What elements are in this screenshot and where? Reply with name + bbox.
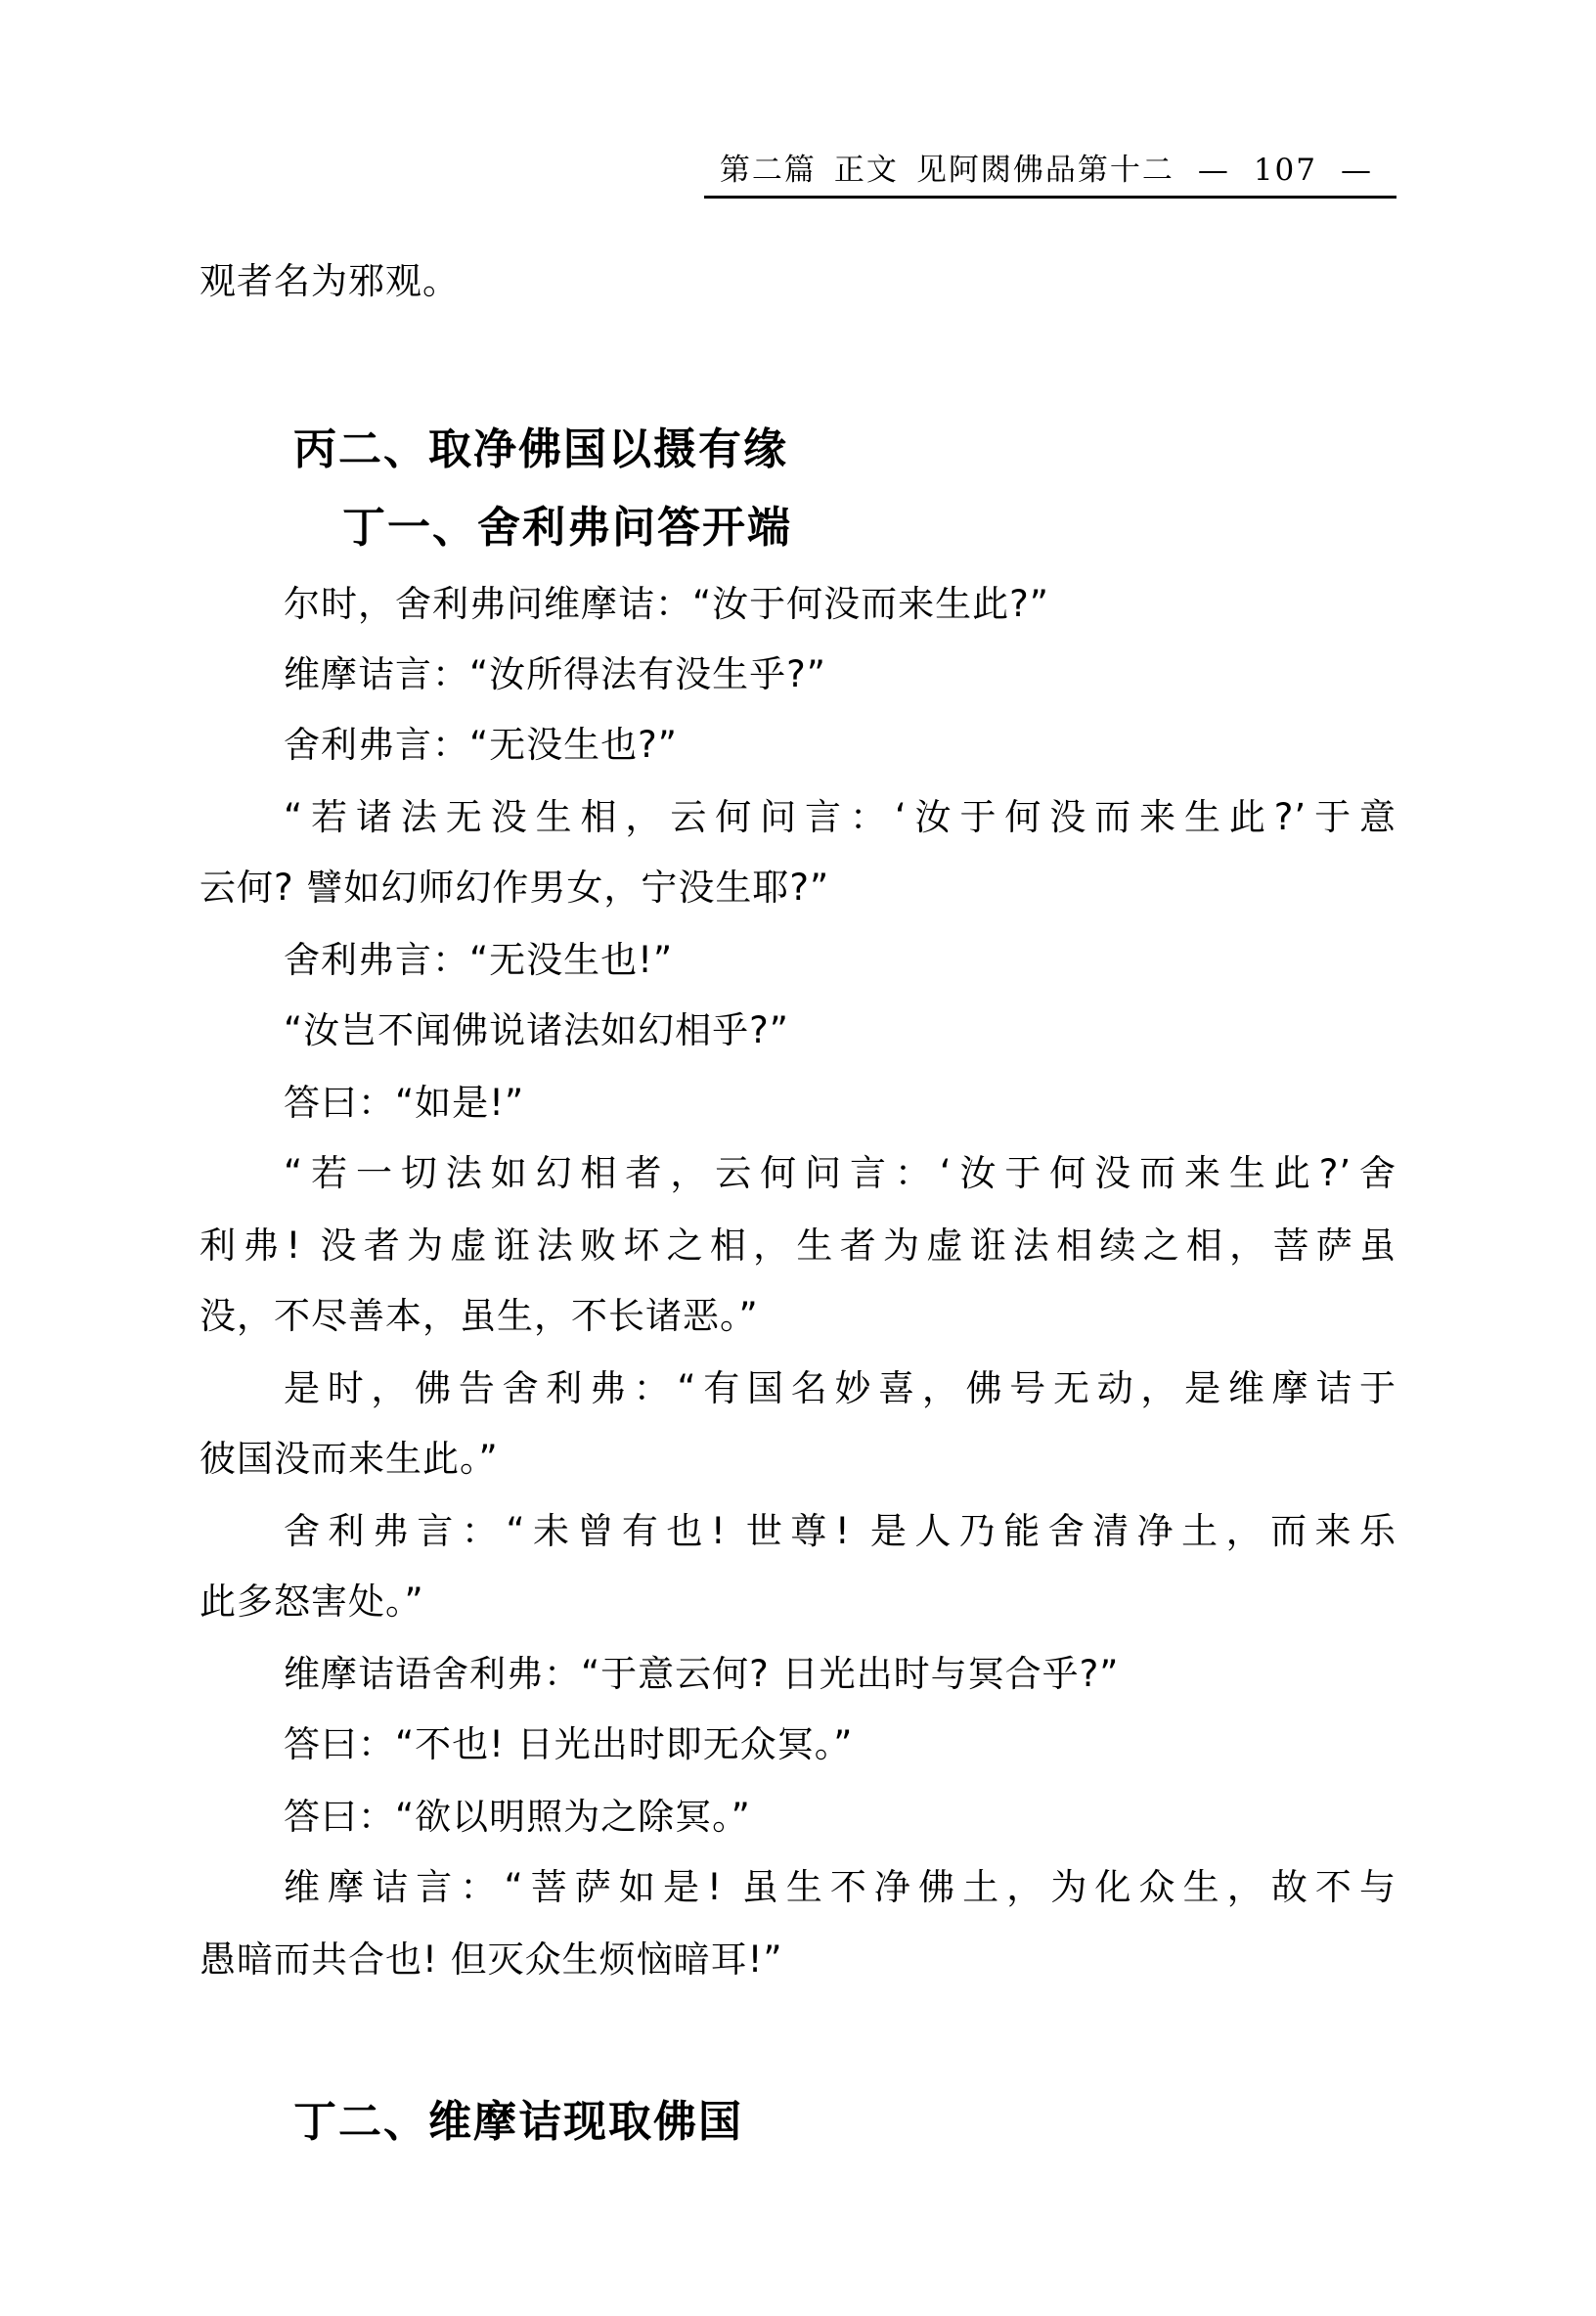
text-line: 舍利弗言：“无没生也?” (284, 724, 678, 766)
text-line: 此多怒害处。” (200, 1581, 424, 1623)
text-line: 维摩诘语舍利弗：“于意云何? 日光出时与冥合乎?” (284, 1653, 1120, 1695)
text-line: 维摩诘言：“汝所得法有没生乎?” (284, 653, 826, 695)
text-line: 维摩诘言：“菩萨如是! 虽生不净佛土，为化众生，故不与 (284, 1866, 1396, 1908)
text-line: 舍利弗言：“无没生也!” (284, 939, 674, 981)
header-part: 第二篇 (719, 153, 817, 188)
text-line: 是时，佛告舍利弗：“有国名妙喜，佛号无动，是维摩诘于 (284, 1367, 1396, 1409)
subsection-heading-ding1: 丁一、舍利弗问答开端 (342, 503, 792, 553)
text-line: 尔时，舍利弗问维摩诘：“汝于何没而来生此?” (284, 583, 1049, 625)
section-heading-bing2: 丙二、取净佛国以摄有缘 (293, 424, 788, 474)
text-line: “汝岂不闻佛说诸法如幻相乎?” (284, 1009, 789, 1051)
text-line: 答曰：“不也! 日光出时即无众冥。” (284, 1723, 854, 1765)
text-line: 答曰：“如是!” (284, 1082, 525, 1124)
running-header: 第二篇 正文 见阿閦佛品第十二 — 107 — (704, 145, 1396, 199)
text-line: 舍利弗言：“未曾有也! 世尊! 是人乃能舍清净土，而来乐 (284, 1510, 1396, 1552)
page-number: 107 (1253, 153, 1317, 188)
text-line: 利弗! 没者为虚诳法败坏之相，生者为虚诳法相续之相，菩萨虽 (200, 1225, 1396, 1267)
header-section: 正文 (833, 153, 899, 188)
text-line: “若一切法如幻相者，云何问言：‘汝于何没而来生此?’舍 (284, 1152, 1396, 1194)
header-chapter: 见阿閦佛品第十二 (915, 153, 1175, 188)
text-line: 愚暗而共合也! 但灭众生烦恼暗耳!” (200, 1938, 783, 1981)
text-line: 答曰：“欲以明照为之除冥。” (284, 1796, 751, 1838)
text-line: “若诸法无没生相，云何问言：‘汝于何没而来生此?’于意 (284, 796, 1396, 838)
text-line: 没，不尽善本，虽生，不长诸恶。” (200, 1295, 759, 1337)
text-line: 彼国没而来生此。” (200, 1438, 499, 1480)
subsection-heading-ding2: 丁二、维摩诘现取佛国 (293, 2097, 743, 2147)
text-line: 云何? 譬如幻师幻作男女，宁没生耶?” (200, 867, 830, 909)
text-line: 观者名为邪观。 (200, 260, 460, 302)
